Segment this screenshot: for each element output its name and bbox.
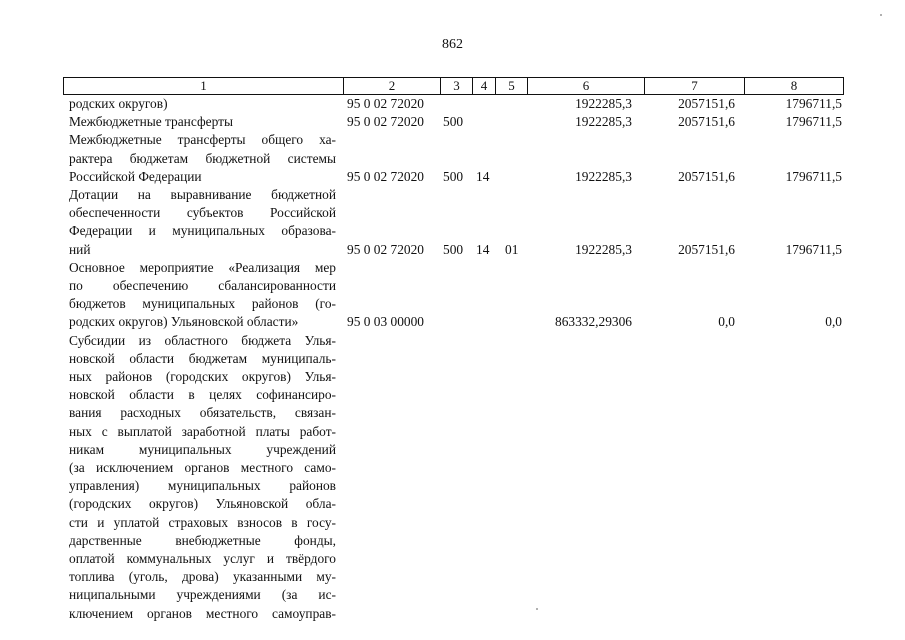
description-line: (за исключением органов местного само- — [69, 460, 336, 476]
description-line: новской области в целях софинансиро- — [69, 387, 336, 403]
row-3-description — [69, 131, 336, 186]
row-4-expense-type-code: 500 — [443, 241, 464, 257]
row-2-target-article-code: 95 0 02 72020 — [347, 114, 424, 130]
scan-speck — [536, 608, 538, 610]
description-line: Федерации и муниципальных образова- — [69, 223, 336, 239]
row-1-amount-col-8: 1796711,5 — [785, 96, 842, 111]
row-4-amount-col-6: 1922285,3 — [575, 241, 632, 257]
row-1-amount-col-6: 1922285,3 — [575, 96, 632, 111]
row-2-amount-col-7: 2057151,6 — [678, 114, 735, 130]
row-2-amount-col-6: 1922285,3 — [575, 114, 632, 130]
row-1-target-article-code: 95 0 02 72020 — [347, 96, 424, 111]
row-4-target-article-code: 95 0 02 72020 — [347, 241, 424, 257]
description-line: ных с выплатой заработной платы работ- — [69, 423, 336, 439]
description-line: оплатой коммунальных услуг и твёрдого — [69, 551, 336, 567]
row-3-amount-col-8: 1796711,5 — [785, 168, 842, 184]
header-col-7: 7 — [645, 78, 745, 94]
description-line: родских округов) — [69, 96, 168, 111]
description-line: Субсидии из областного бюджета Улья- — [69, 332, 336, 348]
header-col-2: 2 — [344, 78, 441, 94]
row-1-amount-col-7: 2057151,6 — [678, 96, 735, 111]
header-col-1: 1 — [64, 78, 344, 94]
description-line: Межбюджетные трансферты — [69, 114, 233, 130]
row-4-amount-col-8: 1796711,5 — [785, 241, 842, 257]
page-number: 862 — [442, 37, 463, 52]
description-line: ных районов (городских округов) Улья- — [69, 369, 336, 384]
description-line: вания расходных обязательств, связан- — [69, 405, 336, 421]
description-line: ний — [69, 241, 91, 257]
row-2-expense-type-code: 500 — [443, 114, 464, 130]
description-line: Дотации на выравнивание бюджетной — [69, 187, 336, 202]
row-4-section-code: 14 — [476, 241, 490, 257]
description-line: управления) муниципальных районов — [69, 478, 336, 494]
description-line: никам муниципальных учреждений — [69, 441, 336, 457]
row-4-description — [69, 186, 336, 259]
description-line: новской области бюджетам муниципаль- — [69, 350, 336, 366]
row-6-description — [69, 332, 336, 623]
header-col-5: 5 — [496, 78, 528, 94]
description-line: дарственные внебюджетные фонды, — [69, 532, 336, 548]
row-3-amount-col-6: 1922285,3 — [575, 168, 632, 184]
row-4-subsection-code: 01 — [505, 241, 519, 257]
row-5-amount-col-6: 863332,29306 — [555, 314, 632, 330]
description-line: родских округов) Ульяновской области» — [69, 314, 299, 330]
row-3-section-code: 14 — [476, 168, 490, 184]
description-line: ключением органов местного самоуправ- — [69, 605, 336, 621]
row-1-description — [69, 95, 336, 113]
description-line: (городских округов) Ульяновской обла- — [69, 496, 336, 512]
description-line: ниципальными учреждениями (за ис- — [69, 587, 336, 603]
description-line: сти и уплатой страховых взносов в госу- — [69, 514, 336, 530]
description-line: по обеспечению сбалансированности — [69, 278, 336, 293]
description-line: рактера бюджетам бюджетной системы — [69, 150, 336, 166]
row-2-description — [69, 113, 336, 131]
row-5-amount-col-8: 0,0 — [825, 314, 842, 330]
description-line: обеспеченности субъектов Российской — [69, 205, 336, 221]
description-line: Межбюджетные трансферты общего ха- — [69, 132, 336, 148]
description-line: Основное мероприятие «Реализация мер — [69, 259, 336, 275]
scan-speck — [880, 14, 882, 16]
row-5-target-article-code: 95 0 03 00000 — [347, 314, 424, 330]
description-line: Российской Федерации — [69, 168, 202, 184]
header-col-4: 4 — [473, 78, 496, 94]
row-4-amount-col-7: 2057151,6 — [678, 241, 735, 257]
header-col-3: 3 — [441, 78, 473, 94]
row-3-amount-col-7: 2057151,6 — [678, 168, 735, 184]
row-2-amount-col-8: 1796711,5 — [785, 114, 842, 130]
row-5-description — [69, 259, 336, 332]
description-line: топлива (уголь, дрова) указанными му- — [69, 569, 336, 585]
row-5-amount-col-7: 0,0 — [718, 314, 735, 330]
table-header-row — [63, 77, 844, 95]
description-line: бюджетов муниципальных районов (го- — [69, 296, 336, 312]
header-col-6: 6 — [528, 78, 645, 94]
row-3-expense-type-code: 500 — [443, 168, 464, 184]
row-3-target-article-code: 95 0 02 72020 — [347, 168, 424, 184]
header-col-8: 8 — [790, 78, 798, 93]
